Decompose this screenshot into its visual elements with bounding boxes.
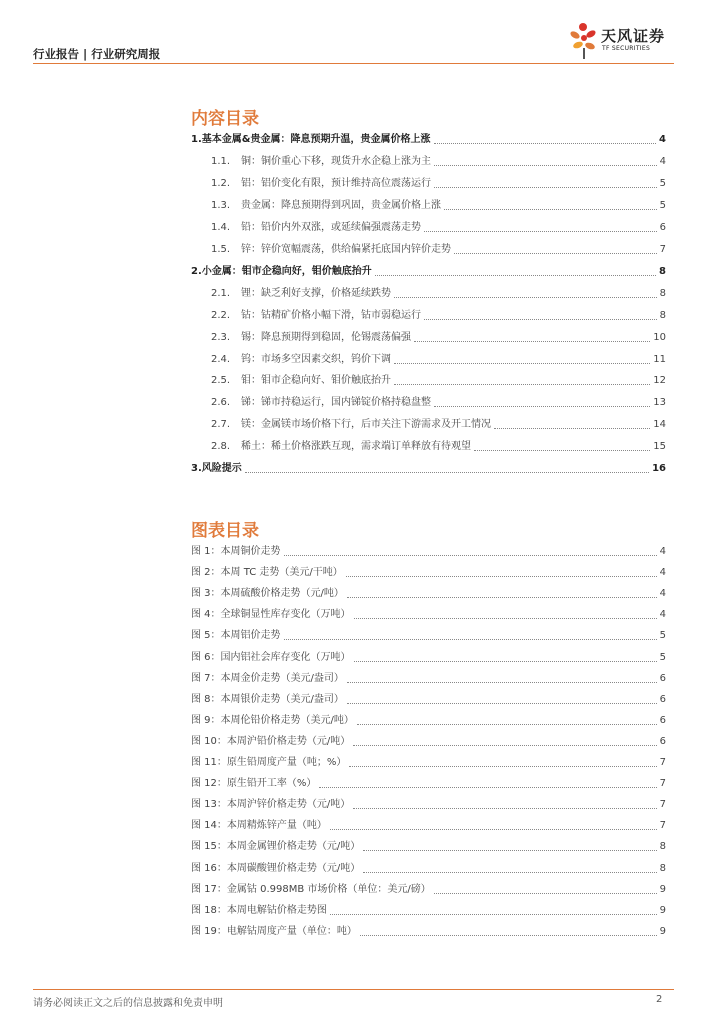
entry-number: 2.2. (211, 310, 231, 321)
entry-page-number: 4 (659, 609, 666, 620)
entry-page-number: 11 (653, 354, 666, 365)
entry-page-number: 6 (659, 222, 666, 233)
toc-subsection-entry[interactable] (211, 374, 666, 388)
entry-page-number: 8 (659, 266, 666, 277)
dot-leader (284, 639, 657, 640)
footer-divider (33, 989, 674, 990)
dot-leader (363, 850, 656, 851)
entry-title: 锡：降息预期得到稳固，伦锡震荡偏强 (241, 332, 411, 343)
page-number: 2 (656, 994, 663, 1005)
entry-title: 图 17：金属钴 0.998MB 市场价格（单位：美元/磅） (191, 884, 431, 895)
entry-title: 图 16：本周碳酸锂价格走势（元/吨） (191, 863, 361, 874)
entry-page-number: 8 (659, 288, 666, 299)
entry-page-number: 4 (659, 546, 666, 557)
entry-page-number: 14 (653, 419, 666, 430)
figure-entry[interactable] (191, 545, 666, 559)
dot-leader (434, 893, 657, 894)
entry-title: 稀土：稀土价格涨跌互现，需求端订单释放有待观望 (241, 441, 471, 452)
entry-page-number: 4 (659, 567, 666, 578)
figure-entry[interactable] (191, 714, 666, 728)
figure-entry[interactable] (191, 883, 666, 897)
entry-title: 图 3：本周硫酸价格走势（元/吨） (191, 588, 344, 599)
entry-title: 图 1：本周铜价走势 (191, 546, 281, 557)
dot-leader (494, 428, 650, 429)
entry-number: 2.1. (211, 288, 231, 299)
dot-leader (424, 231, 657, 232)
dot-leader (353, 808, 656, 809)
report-type-header: 行业报告 | 行业研究周报 (33, 47, 161, 61)
dot-leader (434, 165, 657, 166)
entry-number: 1.2. (211, 178, 231, 189)
dot-leader (474, 450, 650, 451)
dot-leader (360, 935, 657, 936)
entry-page-number: 12 (653, 375, 666, 386)
toc-subsection-entry[interactable] (211, 287, 666, 301)
entry-page-number: 9 (659, 884, 666, 895)
entry-title: 图 6：国内铝社会库存变化（万吨） (191, 652, 351, 663)
toc-subsection-entry[interactable] (211, 331, 666, 345)
dot-leader (349, 766, 656, 767)
dot-leader (434, 406, 650, 407)
entry-page-number: 5 (659, 630, 666, 641)
toc-subsection-entry[interactable] (211, 155, 666, 169)
entry-title: 铝：铝价变化有限，预计维持高位震荡运行 (241, 178, 431, 189)
entry-title: 钴：钴精矿价格小幅下滑，钴市弱稳运行 (241, 310, 421, 321)
entry-page-number: 4 (659, 588, 666, 599)
entry-page-number: 13 (653, 397, 666, 408)
entry-title: 锑：锑市持稳运行，国内锑锭价格持稳盘整 (241, 397, 431, 408)
entry-page-number: 8 (659, 863, 666, 874)
dot-leader (357, 724, 657, 725)
dot-leader (394, 363, 650, 364)
entry-page-number: 5 (659, 200, 666, 211)
entry-title: 图 18：本周电解钴价格走势图 (191, 905, 327, 916)
entry-page-number: 5 (659, 652, 666, 663)
logo-english-name: TF SECURITIES (602, 45, 651, 52)
entry-title: 图 14：本周精炼锌产量（吨） (191, 820, 327, 831)
dot-leader (330, 829, 657, 830)
toc-subsection-entry[interactable] (211, 199, 666, 213)
figure-entry[interactable] (191, 840, 666, 854)
entry-page-number: 10 (653, 332, 666, 343)
entry-title: 铅：铅价内外双涨，或延续偏强震荡走势 (241, 222, 421, 233)
dot-leader (319, 787, 656, 788)
entry-page-number: 6 (659, 715, 666, 726)
entry-title: 钼：钼市企稳向好、钼价触底抬升 (241, 375, 391, 386)
header-divider (33, 63, 674, 64)
entry-page-number: 9 (659, 905, 666, 916)
entry-page-number: 8 (659, 310, 666, 321)
company-logo (569, 21, 679, 61)
entry-number: 1.1. (211, 156, 231, 167)
entry-number: 2.4. (211, 354, 231, 365)
toc-subsection-entry[interactable] (211, 221, 666, 235)
toc-subsection-entry[interactable] (211, 243, 666, 257)
figure-entry[interactable] (191, 629, 666, 643)
figure-entry[interactable] (191, 798, 666, 812)
figure-entry[interactable] (191, 777, 666, 791)
entry-page-number: 16 (652, 463, 666, 474)
entry-number: 2. (191, 266, 202, 277)
disclaimer-text: 请务必阅读正文之后的信息披露和免责申明 (33, 998, 223, 1009)
figure-entry[interactable] (191, 819, 666, 833)
entry-title: 图 7：本周金价走势（美元/盎司） (191, 673, 344, 684)
entry-page-number: 4 (659, 134, 666, 145)
entry-page-number: 6 (659, 736, 666, 747)
toc-subsection-entry[interactable] (211, 309, 666, 323)
dot-leader (245, 472, 649, 473)
entry-title: 锂：缺乏利好支撑，价格延续跌势 (241, 288, 391, 299)
entry-title: 铜：铜价重心下移，现货升水企稳上涨为主 (241, 156, 431, 167)
entry-title: 图 5：本周铝价走势 (191, 630, 281, 641)
dot-leader (363, 872, 656, 873)
figure-entry[interactable] (191, 608, 666, 622)
entry-page-number: 5 (659, 178, 666, 189)
entry-title: 贵金属：降息预期得到巩固，贵金属价格上涨 (241, 200, 441, 211)
entry-page-number: 8 (659, 841, 666, 852)
toc-section-entry[interactable] (191, 265, 666, 279)
entry-title: 图 15：本周金属锂价格走势（元/吨） (191, 841, 361, 852)
entry-title: 锌：锌价宽幅震荡，供给偏紧托底国内锌价走势 (241, 244, 451, 255)
figures-title: 图表目录 (191, 521, 259, 541)
entry-page-number: 7 (659, 778, 666, 789)
figure-entry[interactable] (191, 693, 666, 707)
toc-subsection-entry[interactable] (211, 440, 666, 454)
entry-title: 图 4：全球铜显性库存变化（万吨） (191, 609, 351, 620)
entry-page-number: 7 (659, 799, 666, 810)
entry-title: 图 8：本周银价走势（美元/盎司） (191, 694, 344, 705)
toc-title: 内容目录 (191, 109, 259, 129)
toc-subsection-entry[interactable] (211, 353, 666, 367)
entry-page-number: 6 (659, 673, 666, 684)
figure-entry[interactable] (191, 925, 666, 939)
entry-number: 2.5. (211, 375, 231, 386)
entry-title: 钨：市场多空因素交织，钨价下调 (241, 354, 391, 365)
entry-title: 风险提示 (201, 463, 242, 474)
entry-title: 图 13：本周沪锌价格走势（元/吨） (191, 799, 351, 810)
entry-page-number: 6 (659, 694, 666, 705)
dot-leader (434, 143, 657, 144)
entry-number: 1. (191, 134, 202, 145)
entry-title: 图 10：本周沪铅价格走势（元/吨） (191, 736, 351, 747)
dot-leader (434, 187, 657, 188)
entry-title: 图 2：本周 TC 走势（美元/干吨） (191, 567, 343, 578)
entry-page-number: 9 (659, 926, 666, 937)
entry-title: 图 11：原生铅周度产量（吨；%） (191, 757, 347, 768)
entry-page-number: 4 (659, 156, 666, 167)
dot-leader (330, 914, 657, 915)
dot-leader (394, 384, 650, 385)
entry-number: 1.4. (211, 222, 231, 233)
toc-section-entry[interactable] (191, 133, 666, 147)
logo-flower-icon (569, 21, 601, 61)
entry-page-number: 7 (659, 244, 666, 255)
dot-leader (346, 576, 657, 577)
entry-number: 2.8. (211, 441, 231, 452)
dot-leader (454, 253, 657, 254)
entry-number: 2.3. (211, 332, 231, 343)
dot-leader (444, 209, 657, 210)
dot-leader (354, 661, 657, 662)
figure-entry[interactable] (191, 651, 666, 665)
entry-title: 图 9：本周伦铅价格走势（美元/吨） (191, 715, 354, 726)
figure-entry[interactable] (191, 587, 666, 601)
logo-chinese-name: 天风证券 (601, 27, 666, 45)
figure-entry[interactable] (191, 904, 666, 918)
figure-entry[interactable] (191, 735, 666, 749)
toc-section-entry[interactable] (191, 462, 666, 476)
entry-page-number: 7 (659, 757, 666, 768)
entry-number: 2.6. (211, 397, 231, 408)
figure-entry[interactable] (191, 862, 666, 876)
entry-title: 小金属：钼市企稳向好，钼价触底抬升 (201, 266, 372, 277)
entry-number: 1.5. (211, 244, 231, 255)
figure-entry[interactable] (191, 566, 666, 580)
entry-title: 镁：金属镁市场价格下行，后市关注下游需求及开工情况 (241, 419, 491, 430)
dot-leader (284, 555, 657, 556)
entry-title: 基本金属&贵金属：降息预期升温，贵金属价格上涨 (201, 134, 431, 145)
toc-subsection-entry[interactable] (211, 418, 666, 432)
figure-entry[interactable] (191, 756, 666, 770)
entry-title: 图 12：原生铅开工率（%） (191, 778, 317, 789)
dot-leader (375, 275, 656, 276)
entry-page-number: 7 (659, 820, 666, 831)
dot-leader (347, 703, 657, 704)
dot-leader (354, 618, 657, 619)
entry-page-number: 15 (653, 441, 666, 452)
dot-leader (353, 745, 656, 746)
toc-subsection-entry[interactable] (211, 396, 666, 410)
entry-number: 1.3. (211, 200, 231, 211)
dot-leader (347, 682, 657, 683)
dot-leader (347, 597, 657, 598)
dot-leader (424, 319, 657, 320)
entry-title: 图 19：电解钴周度产量（单位：吨） (191, 926, 357, 937)
figure-entry[interactable] (191, 672, 666, 686)
dot-leader (414, 341, 650, 342)
dot-leader (394, 297, 657, 298)
entry-number: 2.7. (211, 419, 231, 430)
toc-subsection-entry[interactable] (211, 177, 666, 191)
entry-number: 3. (191, 463, 202, 474)
